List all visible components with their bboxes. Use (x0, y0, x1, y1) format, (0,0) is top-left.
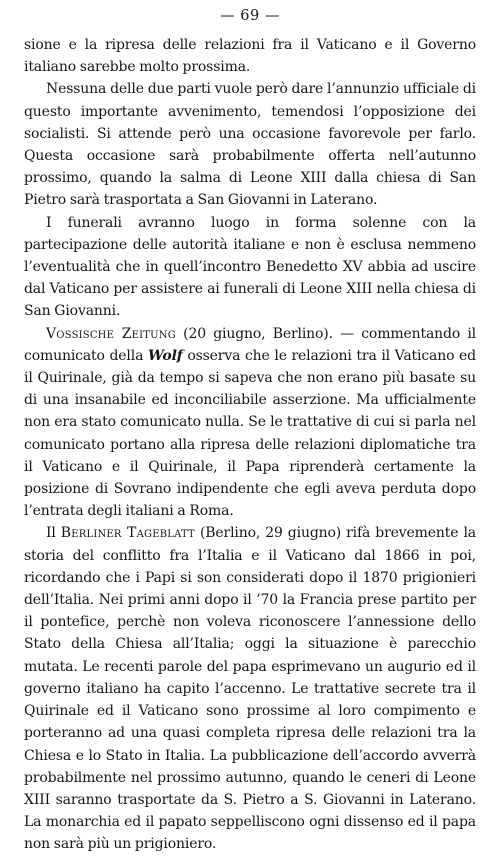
agency-name-wolf: Wolf (147, 347, 183, 364)
paragraph-5-berliner-tageblatt (24, 522, 476, 855)
paragraph-4-intro: (20 giugno, Berlino). — commentando il comunicato della (24, 325, 476, 364)
page-number: — 69 — (220, 8, 280, 24)
document-page (24, 6, 476, 856)
paragraph-2: Nessuna delle due parti vuole però dare l’annunzio ufficiale di questo importante avvenimento, temendosi l’opposizione dei socialisti. Si attende però una occasione favorevole per farlo. Questa occasione sarà probabilmente offerta nell’autunno prossimo, quando la salma di Leone XIII dalla chiesa di San Pietro sarà trasportata a San Giovanni in Laterano. (24, 81, 476, 209)
newspaper-name-berliner-tageblatt: Berliner Tageblatt (60, 525, 195, 542)
paragraph-5-body: (Berlino, 29 giugno) rifà brevemente la storia del conflitto fra l’Italia e il Vaticano dal 1866 in poi, ricordando che i Papi si son considerati dopo il 1870 prigionieri dell’Italia. Nei primi anni dopo il ’70 la Francia prese partito per il pontefice, perchè non voleva riconoscere l’annessione dello Stato della Chiesa all’Italia; oggi la situazione è parecchio mutata. Le recenti parole del papa esprimevano un augurio ed il governo italiano ha capito l’accenno. Le trattative secrete tra il Quirinale ed il Vaticano sono prossime al loro compimento e porteranno ad una quasi completa ripresa delle relazioni tra la Chiesa e lo Stato in Italia. La pubblicazione dell’accordo avverrà probabilmente nel prossimo autunno, quando le ceneri di Leone XIII saranno trasportate da S. Pietro a S. Giovanni in Laterano. La monarchia ed il papato seppelliscono ogni dissenso ed il papa non sarà più un prigioniero. (24, 525, 476, 853)
paragraph-4-body: osserva che le relazioni tra il Vaticano ed il Quirinale, già da tempo si sapeva che non erano più basate su di una insanabile ed inconciliabile asserzione. Ma ufficialmente non era stato comunicato nulla. Se le trattative di cui si parla nel comunicato portano alla ripresa delle relazioni diplomatiche tra il Vaticano e il Quirinale, il Papa riprenderà certamente la posizione di Sovrano indipendente che egli aveva perduta dopo l’entrata degli italiani a Roma. (24, 347, 476, 520)
paragraph-3: I funerali avranno luogo in forma solenne con la partecipazione delle autorità italiane e non è esclusa nemmeno l’eventualità che in quell’incontro Benedetto XV abbia ad uscire dal Vaticano per assistere ai funerali di Leone XIII nella chiesa di San Giovanni. (24, 214, 476, 320)
paragraph-1: sione e la ripresa delle relazioni fra il Vaticano e il Governo italiano sarebbe molto prossima. (24, 37, 476, 76)
paragraph-5-article: Il (46, 525, 61, 542)
paragraph-4-vossische-zeitung (24, 323, 476, 523)
newspaper-name-vossische-zeitung: Vossische Zeitung (46, 325, 176, 342)
